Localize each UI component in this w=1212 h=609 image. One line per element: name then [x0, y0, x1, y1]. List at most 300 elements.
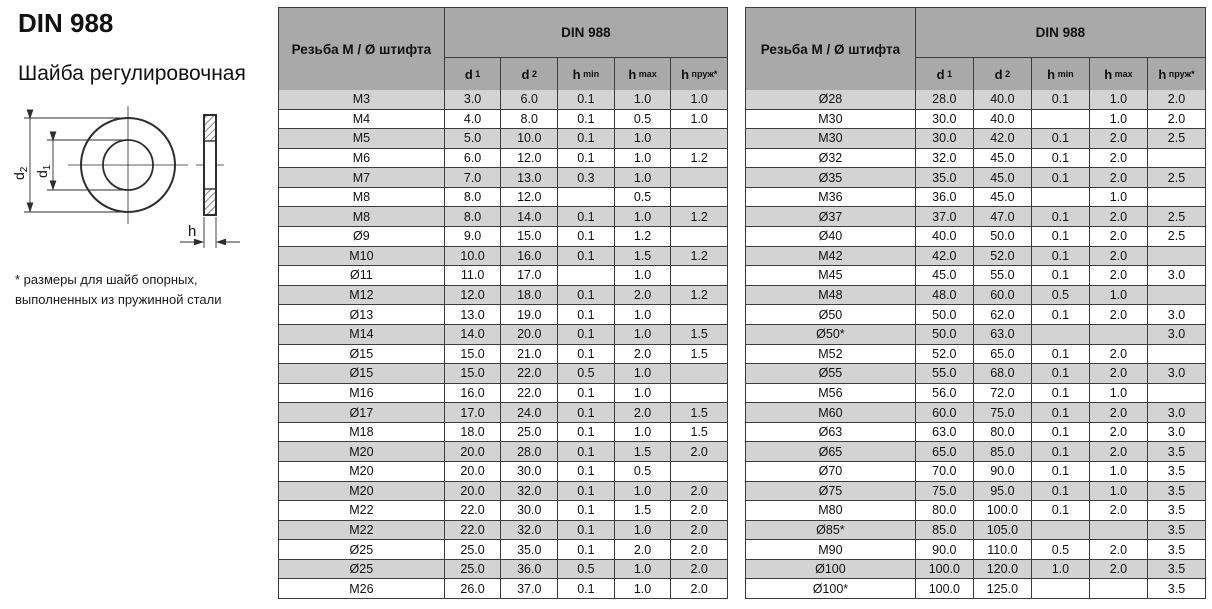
thread-size-cell: M52 [746, 345, 916, 364]
table-row [279, 110, 727, 130]
value-cell: 2.0 [690, 562, 708, 577]
value-cell: 20.0 [445, 462, 502, 481]
value-cell: 1.5 [690, 405, 708, 420]
table-row [746, 423, 1205, 443]
value-cell: 1.0 [615, 423, 672, 442]
column-header-h-max: h max [615, 58, 672, 90]
table-row [746, 345, 1205, 365]
value-cell: 48.0 [916, 286, 974, 305]
value-cell: 40.0 [974, 110, 1032, 129]
thread-size-cell: M8 [279, 207, 445, 226]
table-row [746, 227, 1205, 247]
thread-size-cell: Ø63 [746, 423, 916, 442]
value-cell: 13.0 [501, 168, 558, 187]
table-row [746, 149, 1205, 169]
value-cell: 0.1 [558, 129, 615, 148]
thread-size-cell: M56 [746, 384, 916, 403]
value-cell [671, 129, 727, 148]
value-cell: 2.0 [690, 542, 708, 557]
value-cell: 0.1 [558, 149, 615, 168]
value-cell: 0.1 [558, 403, 615, 422]
value-cell: 5.0 [445, 129, 502, 148]
value-cell: 24.0 [501, 403, 558, 422]
value-cell: 0.1 [1032, 90, 1090, 109]
table-row [279, 149, 727, 169]
value-cell: 0.1 [558, 501, 615, 520]
value-cell: 2.5 [1167, 131, 1186, 146]
thread-size-cell: M4 [279, 110, 445, 129]
value-cell: 45.0 [974, 188, 1032, 207]
spec-table-left [278, 7, 728, 599]
value-cell: 100.0 [916, 560, 974, 579]
table-row [279, 364, 727, 384]
value-cell [671, 227, 727, 246]
value-cell: 1.0 [615, 560, 672, 579]
table-row [279, 482, 727, 502]
table-row [279, 501, 727, 521]
value-cell: 3.0 [445, 90, 502, 109]
value-cell: 0.1 [558, 540, 615, 559]
value-cell: 0.1 [1032, 247, 1090, 266]
value-cell: 30.0 [916, 129, 974, 148]
value-cell: 75.0 [974, 403, 1032, 422]
value-cell: 25.0 [445, 560, 502, 579]
table-row [279, 286, 727, 306]
value-cell: 3.0 [1167, 307, 1186, 322]
footnote-line-1: * размеры для шайб опорных, [15, 272, 198, 287]
thread-size-cell: M30 [746, 129, 916, 148]
value-cell: 42.0 [916, 247, 974, 266]
table-row [746, 325, 1205, 345]
column-header-d-2: d 2 [501, 58, 558, 90]
table-row [279, 384, 727, 404]
value-cell: 8.0 [445, 207, 502, 226]
value-cell: 32.0 [916, 149, 974, 168]
thread-size-cell: Ø50 [746, 305, 916, 324]
value-cell: 3.5 [1167, 503, 1186, 518]
value-cell: 20.0 [445, 482, 502, 501]
value-cell: 12.0 [501, 188, 558, 207]
value-cell: 10.0 [445, 247, 502, 266]
value-cell [1148, 384, 1205, 403]
value-cell: 1.0 [615, 384, 672, 403]
value-cell: 2.0 [1090, 247, 1148, 266]
value-cell: 1.0 [1090, 462, 1148, 481]
din-standard-group-header: DIN 988 [916, 8, 1205, 58]
value-cell: 0.1 [558, 384, 615, 403]
column-header-h-min: h min [1032, 58, 1090, 90]
din-standard-group-header: DIN 988 [445, 8, 727, 58]
value-cell: 2.0 [615, 403, 672, 422]
thread-size-cell: Ø9 [279, 227, 445, 246]
value-cell: 1.0 [615, 266, 672, 285]
value-cell: 0.1 [1032, 482, 1090, 501]
table-row [746, 384, 1205, 404]
value-cell: 2.5 [1167, 209, 1186, 224]
value-cell: 0.1 [558, 286, 615, 305]
value-cell: 3.5 [1167, 444, 1186, 459]
thread-size-cell: Ø100 [746, 560, 916, 579]
d2-dimension-label: $d_2$ [11, 166, 30, 180]
value-cell: 100.0 [974, 501, 1032, 520]
value-cell: 1.0 [615, 149, 672, 168]
value-cell [1148, 188, 1205, 207]
value-cell: 1.0 [615, 482, 672, 501]
value-cell [1148, 247, 1205, 266]
page-subtitle: Шайба регулировочная [18, 62, 246, 85]
washer-drawing-svg [10, 100, 265, 265]
value-cell: 85.0 [916, 521, 974, 540]
column-header-h-min: h min [558, 58, 615, 90]
value-cell: 0.1 [558, 227, 615, 246]
value-cell: 1.5 [615, 247, 672, 266]
value-cell: 20.0 [445, 442, 502, 461]
value-cell: 20.0 [501, 325, 558, 344]
value-cell: 0.1 [558, 579, 615, 598]
value-cell: 3.0 [1167, 425, 1186, 440]
value-cell: 35.0 [916, 168, 974, 187]
value-cell: 2.0 [615, 540, 672, 559]
value-cell: 100.0 [916, 579, 974, 598]
table-row [746, 403, 1205, 423]
value-cell: 65.0 [916, 442, 974, 461]
value-cell: 2.0 [1090, 227, 1148, 246]
column-header-d-2: d 2 [974, 58, 1032, 90]
value-cell: 56.0 [916, 384, 974, 403]
value-cell: 0.1 [558, 325, 615, 344]
value-cell: 1.5 [690, 327, 708, 342]
thread-size-cell: Ø11 [279, 266, 445, 285]
value-cell: 36.0 [501, 560, 558, 579]
value-cell: 1.0 [1090, 110, 1148, 129]
value-cell: 105.0 [974, 521, 1032, 540]
value-cell: 8.0 [445, 188, 502, 207]
table-row [746, 482, 1205, 502]
value-cell [671, 266, 727, 285]
value-cell: 13.0 [445, 305, 502, 324]
thread-size-cell: Ø35 [746, 168, 916, 187]
thread-size-cell: M10 [279, 247, 445, 266]
table-row [279, 325, 727, 345]
table-row [279, 227, 727, 247]
thread-size-cell: M6 [279, 149, 445, 168]
value-cell: 22.0 [445, 501, 502, 520]
value-cell: 0.1 [558, 110, 615, 129]
value-cell: 1.0 [615, 168, 672, 187]
value-cell: 3.0 [1167, 405, 1186, 420]
value-cell: 30.0 [501, 462, 558, 481]
value-cell: 15.0 [501, 227, 558, 246]
value-cell: 0.1 [558, 521, 615, 540]
value-cell: 1.2 [690, 288, 708, 303]
thread-size-cell: M90 [746, 540, 916, 559]
value-cell: 6.0 [501, 90, 558, 109]
value-cell: 0.1 [1032, 305, 1090, 324]
table-row [279, 560, 727, 580]
table-row [746, 90, 1205, 110]
table-row [279, 266, 727, 286]
page-title: DIN 988 [18, 8, 114, 38]
value-cell: 62.0 [974, 305, 1032, 324]
thread-size-cell: Ø70 [746, 462, 916, 481]
value-cell: 80.0 [916, 501, 974, 520]
table-header [746, 8, 1205, 90]
value-cell [1148, 286, 1205, 305]
table-row [746, 462, 1205, 482]
table-row [746, 110, 1205, 130]
value-cell: 4.0 [445, 110, 502, 129]
value-cell: 1.0 [615, 364, 672, 383]
value-cell [671, 384, 727, 403]
table-row [279, 188, 727, 208]
value-cell: 30.0 [501, 501, 558, 520]
thread-size-cell: Ø25 [279, 560, 445, 579]
thread-size-cell: M36 [746, 188, 916, 207]
table-row [279, 168, 727, 188]
thread-size-cell: M14 [279, 325, 445, 344]
value-cell: 0.5 [1032, 286, 1090, 305]
value-cell: 1.0 [615, 521, 672, 540]
thread-size-cell: Ø15 [279, 364, 445, 383]
table-row [279, 423, 727, 443]
value-cell: 60.0 [916, 403, 974, 422]
value-cell: 63.0 [974, 325, 1032, 344]
value-cell: 0.1 [1032, 345, 1090, 364]
value-cell [1032, 579, 1090, 598]
value-cell: 1.0 [1090, 286, 1148, 305]
value-cell: 0.5 [615, 462, 672, 481]
value-cell: 1.2 [690, 248, 708, 263]
value-cell: 47.0 [974, 207, 1032, 226]
value-cell: 0.1 [1032, 207, 1090, 226]
column-header-d-1: d 1 [916, 58, 974, 90]
thread-size-cell: Ø75 [746, 482, 916, 501]
value-cell: 65.0 [974, 345, 1032, 364]
value-cell: 0.1 [1032, 129, 1090, 148]
washer-technical-drawing [10, 100, 265, 265]
value-cell: 50.0 [916, 325, 974, 344]
value-cell: 14.0 [445, 325, 502, 344]
table-row [746, 579, 1205, 598]
value-cell: 21.0 [501, 345, 558, 364]
value-cell: 2.0 [1090, 364, 1148, 383]
value-cell: 40.0 [916, 227, 974, 246]
value-cell: 0.1 [558, 90, 615, 109]
value-cell: 2.0 [615, 286, 672, 305]
value-cell: 1.0 [615, 129, 672, 148]
value-cell: 0.5 [615, 110, 672, 129]
value-cell: 1.0 [690, 92, 708, 107]
table-row [279, 90, 727, 110]
value-cell: 0.1 [1032, 227, 1090, 246]
value-cell: 120.0 [974, 560, 1032, 579]
value-cell: 0.1 [1032, 149, 1090, 168]
value-cell: 0.5 [615, 188, 672, 207]
value-cell [1032, 325, 1090, 344]
value-cell: 3.0 [1167, 268, 1186, 283]
value-cell: 45.0 [916, 266, 974, 285]
value-cell: 1.0 [1032, 560, 1090, 579]
thread-size-cell: M42 [746, 247, 916, 266]
value-cell: 0.1 [1032, 442, 1090, 461]
value-cell: 28.0 [916, 90, 974, 109]
value-cell: 32.0 [501, 482, 558, 501]
value-cell: 55.0 [916, 364, 974, 383]
value-cell: 16.0 [501, 247, 558, 266]
thread-size-cell: M80 [746, 501, 916, 520]
value-cell [671, 364, 727, 383]
value-cell: 70.0 [916, 462, 974, 481]
value-cell [1148, 345, 1205, 364]
value-cell: 2.0 [1090, 560, 1148, 579]
value-cell: 25.0 [501, 423, 558, 442]
value-cell: 2.5 [1167, 229, 1186, 244]
table-row [279, 462, 727, 482]
value-cell: 60.0 [974, 286, 1032, 305]
value-cell [1032, 110, 1090, 129]
value-cell: 0.3 [558, 168, 615, 187]
value-cell [671, 188, 727, 207]
table-row [746, 305, 1205, 325]
column-header-h-пруж: h пруж * [681, 66, 718, 82]
value-cell: 1.0 [1090, 90, 1148, 109]
value-cell: 3.5 [1167, 523, 1186, 537]
value-cell: 2.0 [1090, 442, 1148, 461]
value-cell: 6.0 [445, 149, 502, 168]
value-cell: 2.0 [1090, 207, 1148, 226]
footnote-line-2: выполненных из пружинной стали [15, 292, 222, 307]
thread-size-column-header: Резьба М / Ø штифта [279, 8, 445, 90]
value-cell: 2.0 [690, 523, 708, 537]
thread-size-cell: M5 [279, 129, 445, 148]
thread-size-cell: Ø13 [279, 305, 445, 324]
table-row [279, 442, 727, 462]
value-cell: 0.1 [558, 482, 615, 501]
table-row [746, 540, 1205, 560]
value-cell: 2.0 [690, 503, 708, 518]
thread-size-cell: M7 [279, 168, 445, 187]
value-cell: 2.0 [1090, 168, 1148, 187]
value-cell: 125.0 [974, 579, 1032, 598]
value-cell [558, 266, 615, 285]
value-cell [671, 462, 727, 481]
value-cell: 110.0 [974, 540, 1032, 559]
table-row [746, 560, 1205, 580]
value-cell: 3.5 [1167, 464, 1186, 479]
value-cell [671, 168, 727, 187]
value-cell: 1.2 [690, 209, 708, 224]
value-cell: 25.0 [445, 540, 502, 559]
value-cell: 10.0 [501, 129, 558, 148]
table-row [279, 345, 727, 365]
thread-size-cell: M45 [746, 266, 916, 285]
value-cell: 14.0 [501, 207, 558, 226]
value-cell [1090, 521, 1148, 540]
table-row [279, 247, 727, 267]
value-cell: 2.0 [1090, 345, 1148, 364]
value-cell: 3.5 [1167, 483, 1186, 498]
table-row [279, 521, 727, 541]
value-cell: 3.5 [1167, 542, 1186, 557]
thread-size-column-header: Резьба М / Ø штифта [746, 8, 916, 90]
value-cell [1090, 579, 1148, 598]
value-cell: 0.1 [1032, 384, 1090, 403]
value-cell: 1.0 [1090, 384, 1148, 403]
value-cell [671, 305, 727, 324]
thread-size-cell: M48 [746, 286, 916, 305]
value-cell: 0.5 [558, 364, 615, 383]
table-body [746, 90, 1205, 598]
value-cell: 1.2 [690, 151, 708, 166]
table-row [746, 266, 1205, 286]
value-cell: 95.0 [974, 482, 1032, 501]
value-cell: 2.0 [1090, 266, 1148, 285]
value-cell: 72.0 [974, 384, 1032, 403]
value-cell: 9.0 [445, 227, 502, 246]
thread-size-cell: M8 [279, 188, 445, 207]
value-cell: 55.0 [974, 266, 1032, 285]
value-cell: 0.1 [558, 423, 615, 442]
value-cell: 52.0 [916, 345, 974, 364]
value-cell [1148, 149, 1205, 168]
value-cell: 2.0 [690, 581, 708, 596]
value-cell: 12.0 [501, 149, 558, 168]
table-row [279, 305, 727, 325]
value-cell: 0.1 [1032, 403, 1090, 422]
thread-size-cell: M18 [279, 423, 445, 442]
table-row [746, 364, 1205, 384]
value-cell: 2.0 [1090, 403, 1148, 422]
thread-size-cell: M16 [279, 384, 445, 403]
value-cell: 1.5 [690, 425, 708, 440]
value-cell: 37.0 [501, 579, 558, 598]
value-cell: 80.0 [974, 423, 1032, 442]
column-header-h-пруж: h пруж * [1158, 66, 1195, 82]
value-cell: 1.5 [690, 346, 708, 361]
thread-size-cell: M20 [279, 442, 445, 461]
value-cell: 40.0 [974, 90, 1032, 109]
value-cell: 22.0 [445, 521, 502, 540]
value-cell: 0.1 [558, 207, 615, 226]
value-cell: 0.5 [558, 560, 615, 579]
value-cell: 1.0 [615, 305, 672, 324]
table-row [746, 207, 1205, 227]
value-cell: 90.0 [974, 462, 1032, 481]
value-cell: 1.2 [615, 227, 672, 246]
value-cell: 17.0 [445, 403, 502, 422]
thread-size-cell: Ø100* [746, 579, 916, 598]
value-cell: 1.5 [615, 501, 672, 520]
table-row [746, 286, 1205, 306]
value-cell: 0.1 [558, 442, 615, 461]
value-cell: 17.0 [501, 266, 558, 285]
left-panel [0, 0, 275, 609]
table-row [279, 403, 727, 423]
value-cell: 50.0 [916, 305, 974, 324]
value-cell: 37.0 [916, 207, 974, 226]
value-cell: 1.0 [1090, 188, 1148, 207]
value-cell: 1.5 [615, 442, 672, 461]
thread-size-cell: Ø28 [746, 90, 916, 109]
value-cell: 3.0 [1167, 327, 1186, 342]
value-cell: 1.0 [615, 579, 672, 598]
value-cell: 2.0 [1090, 149, 1148, 168]
thread-size-cell: M20 [279, 462, 445, 481]
value-cell: 26.0 [445, 579, 502, 598]
table-row [746, 168, 1205, 188]
thread-size-cell: M3 [279, 90, 445, 109]
value-cell: 85.0 [974, 442, 1032, 461]
